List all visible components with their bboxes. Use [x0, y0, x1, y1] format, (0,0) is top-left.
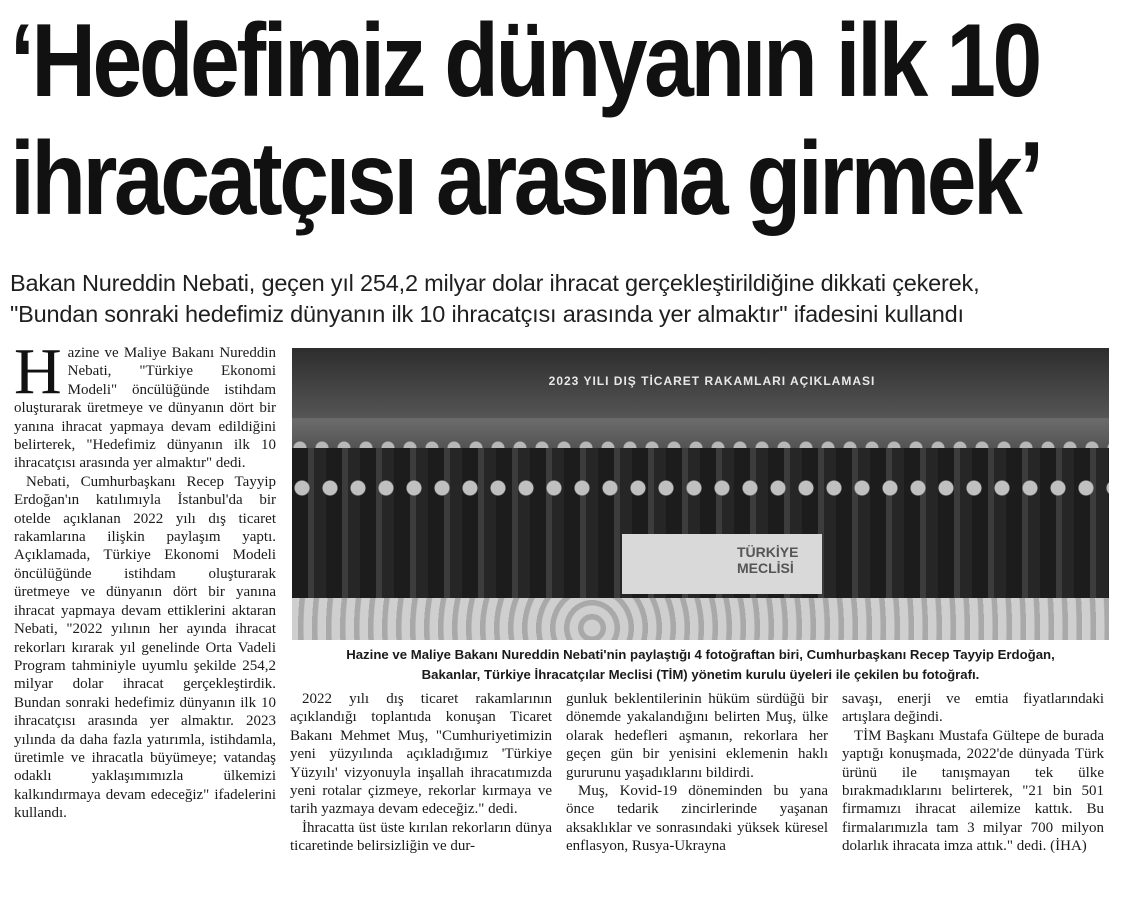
- subheadline-line-2: "Bundan sonraki hedefimiz dünyanın ilk 10 ihracatçısı arasında yer almaktır" ifadesini kullandı: [10, 301, 964, 327]
- photo-caption-line-1: Hazine ve Maliye Bakanı Nureddin Nebati'nin paylaştığı 4 fotoğraftan biri, Cumhurbaşkanı Recep Tayyip Erdoğan,: [346, 647, 1055, 662]
- photo-crowd-front-row: [292, 474, 1109, 504]
- photo-banner-text: 2023 YILI DIŞ TİCARET RAKAMLARI AÇIKLAMASI: [548, 374, 876, 388]
- subheadline-line-1: Bakan Nureddin Nebati, geçen yıl 254,2 milyar dolar ihracat gerçekleştirildiğine dikkati çekerek,: [10, 270, 980, 296]
- photo-carpet: [292, 598, 1109, 640]
- article-column-4: [842, 690, 1104, 856]
- article-paragraph-5-continued: savaşı, enerji ve emtia fiyatlarındaki artışlara değindi.: [842, 691, 1104, 726]
- headline-line-1: ‘Hedefimiz dünyanın ilk 10: [10, 3, 1039, 119]
- article-paragraph-3: 2022 yılı dış ticaret rakamlarının açıklandığı toplantıda konuşan Ticaret Bakanı Mehmet Muş, "Cumhuriyetimizin yeni yüzyılında açıkladığımız 'Türkiye Yüzyılı' vizyonuyla inşallah ihracatımızda yeni rotalar çizmeye, rekorlar kırmaya ve tarih yazmaya devam edeceğiz." dedi.: [290, 691, 552, 818]
- photo-caption-line-2: Bakanlar, Türkiye İhracatçılar Meclisi (TİM) yönetim kurulu üyeleri ile çekilen bu fotoğrafı.: [421, 667, 980, 682]
- subheadline: [10, 268, 1115, 330]
- article-paragraph-6: TİM Başkanı Mustafa Gültepe de burada yaptığı konuşmada, 2022'de dünyada Türk ürünü ile tanışmayan tek ülke bırakmadıklarını belirterek, "21 bin 501 firmamızı ihracat ailemize kattık. Bu firmalarımızla tam 3 milyar 700 milyon dolarlık ihracata imza attık." dedi. (İHA): [842, 727, 1104, 855]
- article-paragraph-2: Nebati, Cumhurbaşkanı Recep Tayyip Erdoğan'ın katılımıyla İstanbul'da bir otelde açıklanan 2022 yılı dış ticaret rakamlarına ilişkin paylaşım yaptı. Açıklamada, Türkiye Ekonomi Modeli öncülüğünde istihdam oluşturarak üretmeye ve dünyanın dört bir yanına ihracat yapmaya devam ettiklerini aktaran Nebati, "2022 yılının her ayında ihracat rekorları kırarak yıl genelinde Orta Vadeli Program tahminiyle uyumlu şekilde 254,2 milyar dolar ihracat gerçekleştirdik. Bundan sonraki hedefimiz dünyanın ilk 10 ihracatçısı arasında yer almaktır. 2023 yılında da daha fazla yatırımla, istihdamla, üretimle ve ihracatla büyümeye; vatandaş odaklı yaklaşımımızla ülkemizi kalkındırmaya devam edeceğiz" ifadelerini kullandı.: [14, 473, 276, 822]
- photo-podium-text: TÜRKİYE MECLİSİ: [737, 544, 799, 576]
- article-paragraph-1-text: azine ve Maliye Bakanı Nureddin Nebati, "Türkiye Ekonomi Modeli" öncülüğünde istihdam oluşturarak üretmeye ve dünyanın dört bir yanına ihracat yapmaya devam edildiğini belirterek, "Hedefimiz dünyanın ilk 10 ihracatçısı arasında yer almaktır" dedi.: [14, 345, 276, 472]
- article-column-1: [14, 335, 276, 823]
- article-paragraph-4-continued: gunluk beklentilerinin hüküm sürdüğü bir dönemde yakalandığını belirten Muş, ülke olarak hedefleri aşmanın, rekorlara her geçen gün bir yenisini eklemenin haklı gururunu yaşadıklarını bildirdi.: [566, 691, 828, 781]
- article-paragraph-5: Muş, Kovid-19 döneminden bu yana önce tedarik zincirlerinde yaşanan aksaklıklar ve sonrasındaki yüksek küresel enflasyon, Rusya-Ukrayna: [566, 783, 828, 855]
- headline: [10, 2, 1041, 238]
- article-paragraph-4: İhracatta üst üste kırılan rekorların dünya ticaretinde belirsizliğin ve dur-: [290, 819, 552, 855]
- news-photo: [292, 348, 1109, 640]
- headline-line-2: ihracatçısı arasına girmek’: [10, 121, 1041, 237]
- article-paragraph-1: [14, 335, 276, 473]
- photo-caption: [292, 645, 1109, 685]
- article-column-3: [566, 690, 828, 856]
- article-column-2: [290, 690, 552, 856]
- drop-cap: H: [14, 335, 62, 408]
